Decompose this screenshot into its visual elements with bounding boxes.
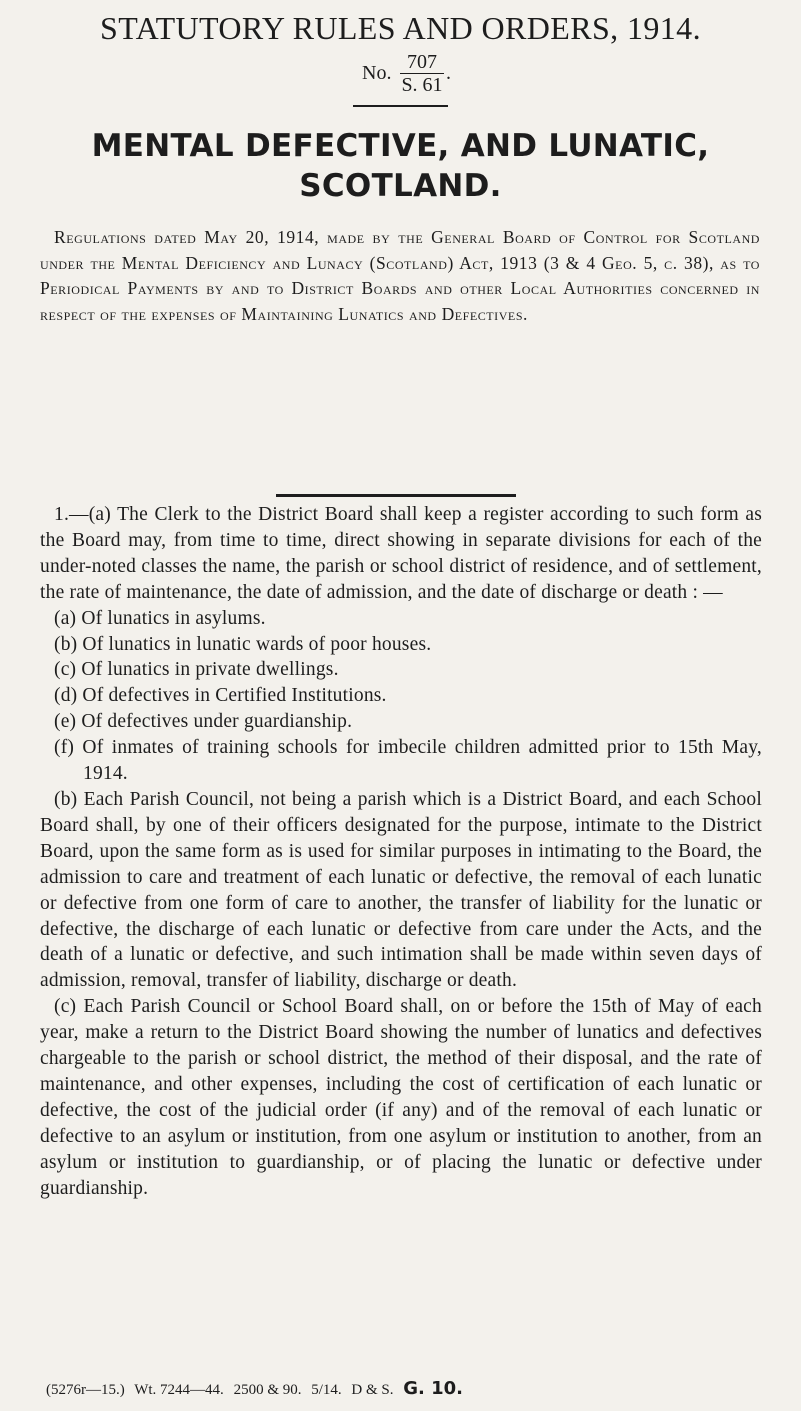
paragraph-1b: (b) Each Parish Council, not being a parish which is a District Board, and each School Board shall, by one of their officers designated for the purpose, intimate to the District Board, upon the same form as is used for similar purposes in intimating to the Board, the admission to care and treatment of each lunatic or defective, the removal of each lunatic or defective from one form of care to another, the transfer of liability for the lunatic or defective, the discharge of each lunatic or defective from care under the Acts, and the death of a lunatic or defective, and such intimation shall be made within seven days of admission, removal, transfer of liability, discharge or death. [40, 788, 762, 992]
number-bottom: S. 61 [401, 74, 443, 96]
number-prefix: No. [362, 62, 392, 84]
divider-short [353, 105, 448, 107]
order-number [362, 51, 462, 96]
number-top: 707 [400, 52, 444, 74]
list-item: (a) Of lunatics in asylums. [54, 607, 266, 629]
regulations-heading: Regulations dated May 20, 1914, made by the General Board of Control for Scotland under the Mental Deficiency and Lunacy (Scotland) Act, 1913 (3 & 4 Geo. 5, c. 38), as to Periodical Payments by and to District Boards and other Local Authorities concerned in respect of the expenses of Maintaining Lunatics and Defectives. [40, 227, 760, 324]
list-item: (f) Of inmates of training schools for imbecile children admitted prior to 15th May, 1914. [54, 737, 762, 785]
title-line-1: MENTAL DEFECTIVE, AND LUNATIC, [91, 128, 710, 164]
footer-ref: 5/14. [311, 1382, 342, 1398]
footer-ref: 2500 & 90. [233, 1382, 302, 1398]
footer-ref: Wt. 7244—44. [134, 1382, 224, 1398]
title-line-2: SCOTLAND. [299, 168, 502, 204]
list-item: (b) Of lunatics in lunatic wards of poor houses. [54, 633, 432, 655]
paragraph-1a: 1.—(a) The Clerk to the District Board shall keep a register according to such form as the Board may, from time to time, direct showing in separate divisions for each of the under-noted classes the name, the parish or school district of residence, and of settlement, the rate of maintenance, the date of admission, and the date of discharge or death : — [40, 504, 762, 603]
divider-long [276, 494, 516, 497]
main-title [0, 126, 801, 206]
print-footer [46, 1378, 766, 1399]
number-suffix: . [446, 62, 451, 84]
body-text [40, 502, 762, 1201]
paragraph-1c: (c) Each Parish Council or School Board shall, on or before the 15th of May of each year, make a return to the District Board showing the number of lunatics and defectives chargeable to the parish or school district, the method of their disposal, and the rate of maintenance, and other expenses, including the cost of certification of each lunatic or defective, the cost of the judicial order (if any) and of the removal of each lunatic or defective to an asylum or institution, from one asylum or institution to another, from an asylum or institution to guardianship, or of placing the lunatic or defective under guardianship. [40, 996, 762, 1199]
footer-code: G. 10. [403, 1378, 464, 1399]
list-item: (d) Of defectives in Certified Institutions. [54, 685, 387, 707]
footer-ref: D & S. [351, 1382, 394, 1398]
footer-ref: (5276r—15.) [46, 1382, 125, 1398]
list-item: (c) Of lunatics in private dwellings. [54, 659, 339, 681]
list-item: (e) Of defectives under guardianship. [54, 711, 353, 733]
number-fraction [400, 52, 444, 96]
series-title: STATUTORY RULES AND ORDERS, 1914. [100, 10, 701, 46]
